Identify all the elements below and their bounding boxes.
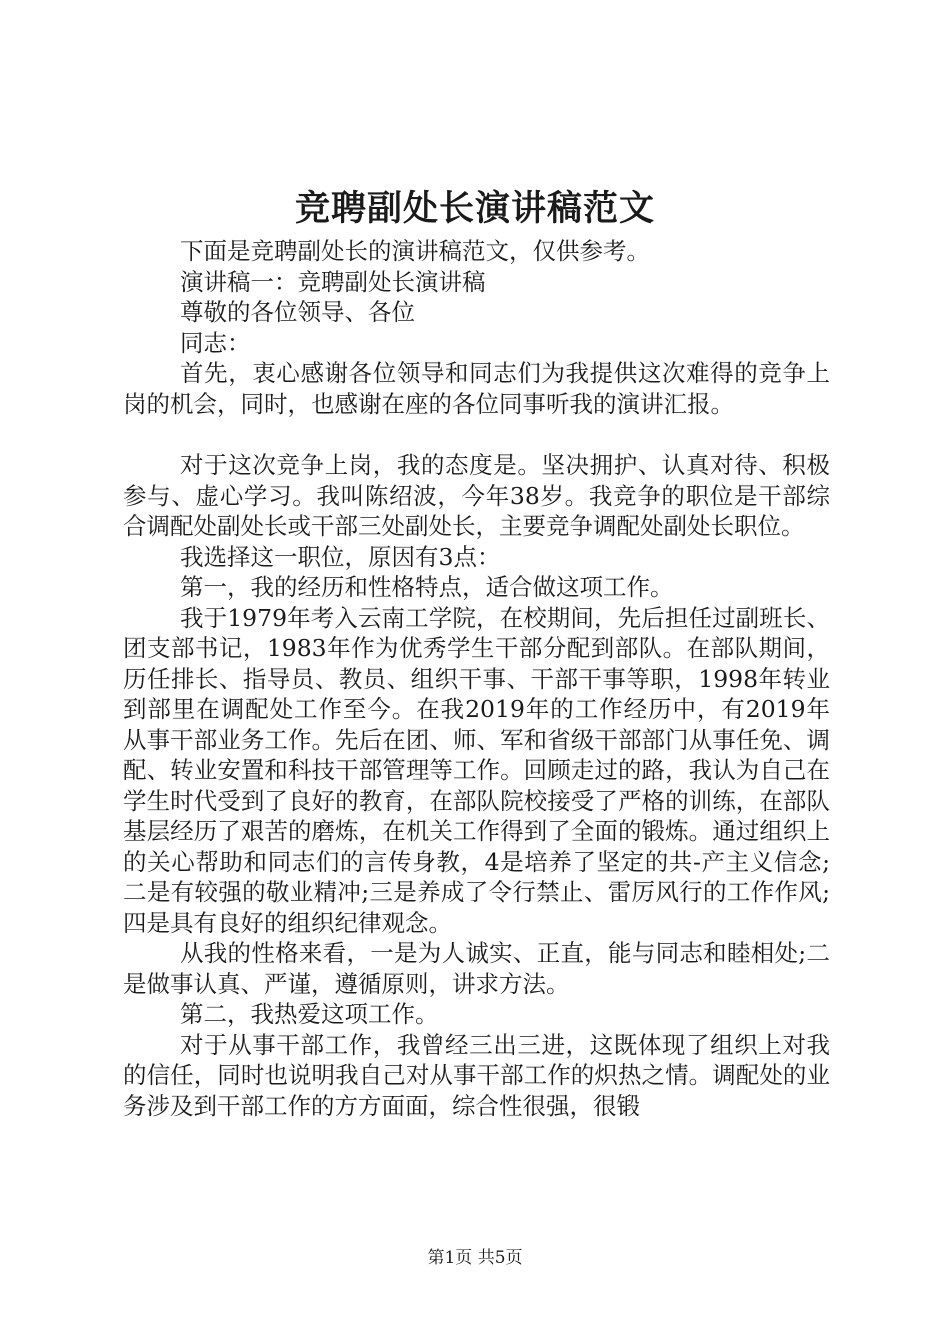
paragraph-speech-heading: 演讲稿一：竞聘副处长演讲稿 bbox=[180, 267, 486, 296]
document-title: 竞聘副处长演讲稿范文 bbox=[294, 188, 655, 229]
paragraph-first-reason: 第一，我的经历和性格特点，适合做这项工作。 bbox=[180, 573, 674, 601]
paragraph-intro: 下面是竞聘副处长的演讲稿范文，仅供参考。 bbox=[180, 237, 650, 265]
paragraph-reasons: 我选择这一职位，原因有3点： bbox=[180, 542, 501, 571]
document-body bbox=[123, 236, 830, 1121]
paragraph-second-reason: 第二，我热爱这项工作。 bbox=[180, 1000, 439, 1028]
paragraph-thanks: 首先，衷心感谢各位领导和同志们为我提供这次难得的竞争上岗的机会，同时，也感谢在座的各位同事听我的演讲汇报。 bbox=[123, 359, 830, 418]
paragraph-personality: 从我的性格来看，一是为人诚实、正直，能与同志和睦相处;二是做事认真、严谨，遵循原则，讲求方法。 bbox=[123, 939, 830, 998]
paragraph-salutation: 尊敬的各位领导、各位 bbox=[180, 298, 415, 326]
paragraph-experience: 我于1979年考入云南工学院，在校期间，先后担任过副班长、团支部书记，1983年作为优秀学生干部分配到部队。在部队期间，历任排长、指导员、教员、组织干事、干部干事等职，1998年转业到部里在调配处工作至今。在我2019年的工作经历中，有2019年从事干部业务工作。先后在团、师、军和省级干部部门从事任免、调配、转业安置和科技干部管理等工作。回顾走过的路，我认为自己在学生时代受到了良好的教育，在部队院校接受了严格的训练，在部队基层经历了艰苦的磨炼，在机关工作得到了全面的锻炼。通过组织上的关心帮助和同志们的言传身教，4是培养了坚定的共-产主义信念;二是有较强的敬业精冲;三是养成了令行禁止、雷厉风行的工作作风;四是具有良好的组织纪律观念。 bbox=[123, 603, 830, 937]
paragraph-salutation-cont: 同志： bbox=[180, 328, 251, 357]
paragraph-attitude: 对于这次竞争上岗，我的态度是。坚决拥护、认真对待、积极参与、虚心学习。我叫陈绍波，今年38岁。我竞争的职位是干部综合调配处副处长或干部三处副处长，主要竞争调配处副处长职位。 bbox=[123, 451, 830, 540]
page-footer: 第1页 共5页 bbox=[427, 1248, 523, 1268]
paragraph-passion: 对于从事干部工作，我曾经三出三进，这既体现了组织上对我的信任，同时也说明我自己对从事干部工作的炽热之情。调配处的业务涉及到干部工作的方方面面，综合性很强，很锻 bbox=[123, 1030, 830, 1120]
